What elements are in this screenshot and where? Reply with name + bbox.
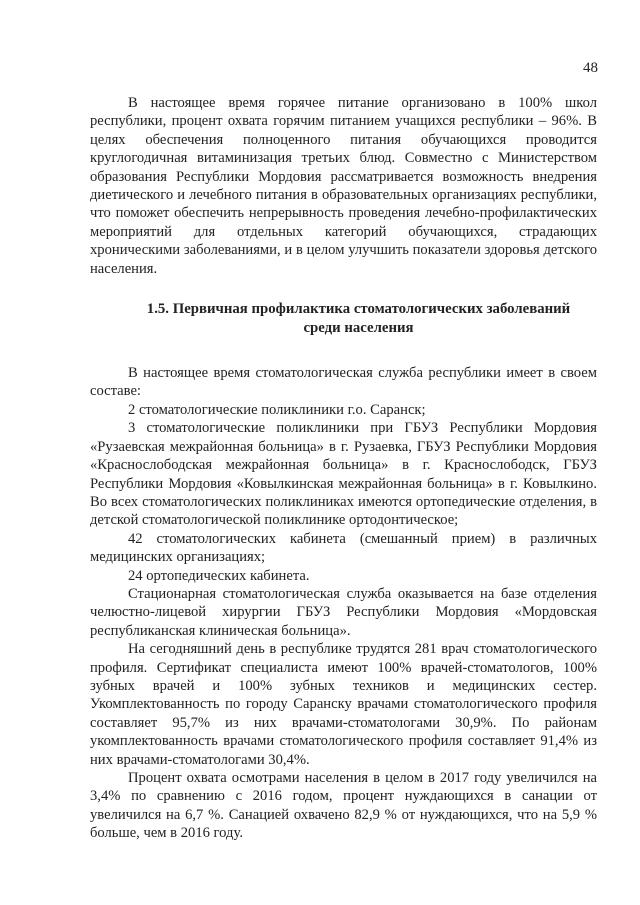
list-item-polyclinics-districts: 3 стоматологические поликлиники при ГБУЗ Республики Мордовия «Рузаевская межрайонная больница» в г. Рузаевка, ГБУЗ Республики Мордовия «Краснослободская межрайонная больница» в г. Краснослободск, ГБУЗ Республики Мордовия «Ковылкинская межрайонная больница» в г. Ковылкино. Во всех стоматологических поликлиниках имеются ортопедические отделения, в детской стоматологической поликлинике ортодонтическое; (90, 420, 597, 529)
section-heading-line2: среди населения (303, 320, 414, 337)
paragraph-staffing: На сегодняшний день в республике трудятся 281 врач стоматологического профиля. Сертификат специалиста имеют 100% врачей-стоматологов, 100% зубных врачей и 100% зубных техников и медицинских сестер. Укомплектованность по городу Саранску врачами стоматологического профиля составляет 95,7% из них врачами-стоматологами 30,9%. По районам укомплектованность врачами стоматологического профиля составляет 91,4% из них врачами-стоматологами 30,4%. (90, 641, 597, 768)
section-heading (90, 300, 597, 338)
list-item-dental-cabinets: 42 стоматологических кабинета (смешанный прием) в различных медицинских организациях; (90, 530, 597, 566)
list-item-orthopedic-cabinets: 24 ортопедических кабинета. (128, 567, 310, 584)
paragraph-inpatient-service: Стационарная стоматологическая служба оказывается на базе отделения челюстно-лицевой хирургии ГБУЗ Республики Мордовия «Мордовская республиканская клиническая больница». (90, 585, 597, 639)
paragraph-coverage: Процент охвата осмотрами населения в целом в 2017 году увеличился на 3,4% по сравнению с 2016 годом, процент нуждающихся в санации от увеличился на 6,7 %. Санацией охвачено 82,9 % от нуждающихся, что на 5,9 % больше, чем в 2016 году. (90, 770, 597, 842)
paragraph-hot-meals: В настоящее время горячее питание организовано в 100% школ республики, процент охвата горячим питанием учащихся республики – 96%. В целях обеспечения полноценного питания обучающихся проводится круглогодичная витаминизация третьих блюд. Совместно с Министерством образования Республики Мордовия рассматривается возможность внедрения диетического и лечебного питания в образовательных организациях республики, что поможет обеспечить непрерывность проведения лечебно-профилактических мероприятий для отдельных категорий обучающихся, страдающих хроническими заболеваниями, и в целом улучшить показатели здоровья детского населения. (90, 95, 597, 277)
list-item-polyclinics-saransk: 2 стоматологические поликлиники г.о. Саранск; (128, 401, 426, 418)
page-number: 48 (583, 60, 598, 76)
document-body (90, 94, 597, 843)
section-heading-line1: 1.5. Первичная профилактика стоматологических заболеваний (146, 301, 571, 318)
paragraph-dental-service-intro: В настоящее время стоматологическая служба республики имеет в своем составе: (90, 365, 597, 400)
